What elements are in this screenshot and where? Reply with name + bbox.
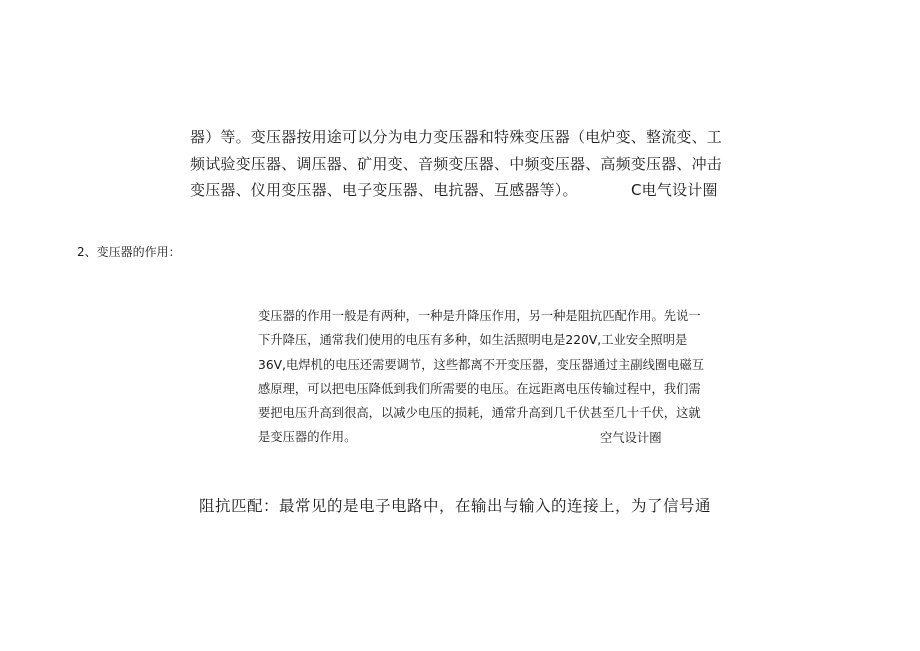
watermark-text: C电气设计圈 — [631, 181, 718, 199]
paragraph-transformer-function — [258, 304, 738, 450]
watermark-text: 空气设计圈 — [600, 430, 662, 445]
text-line: 变压器、仪用变压器、电子变压器、电抗器、互感器等）。 — [190, 181, 578, 199]
section-heading: 2、变压器的作用： — [77, 245, 181, 259]
text-line: 器）等。变压器按用途可以分为电力变压器和特殊变压器（电炉变、整流变、工 — [190, 128, 723, 146]
text-line: 感原理，可以把电压降低到我们所需要的电压。在远距离电压传输过程中，我们需 — [258, 381, 701, 396]
paragraph-transformer-types — [190, 124, 735, 204]
text-line: 频试验变压器、调压器、矿用变、音频变压器、中频变压器、高频变压器、冲击 — [190, 154, 723, 173]
paragraph-impedance-matching: 阻抗匹配：最常见的是电子电路中，在输出与输入的连接上，为了信号通 — [199, 497, 712, 515]
text-line: 下升降压，通常我们使用的电压有多种，如生活照明电是220V,工业安全照明是 — [258, 333, 688, 348]
text-line: 36V,电焊机的电压还需要调节，这些都离不开变压器，变压器通过主副线圈电磁互 — [258, 357, 705, 372]
text-line: 是变压器的作用。 — [258, 430, 357, 445]
text-line: 变压器的作用一般是有两种，一种是升降压作用，另一种是阻抗匹配作用。先说一 — [258, 309, 701, 323]
text-line: 要把电压升高到很高，以减少电压的损耗，通常升高到几千伏甚至几十千伏，这就 — [258, 406, 701, 421]
